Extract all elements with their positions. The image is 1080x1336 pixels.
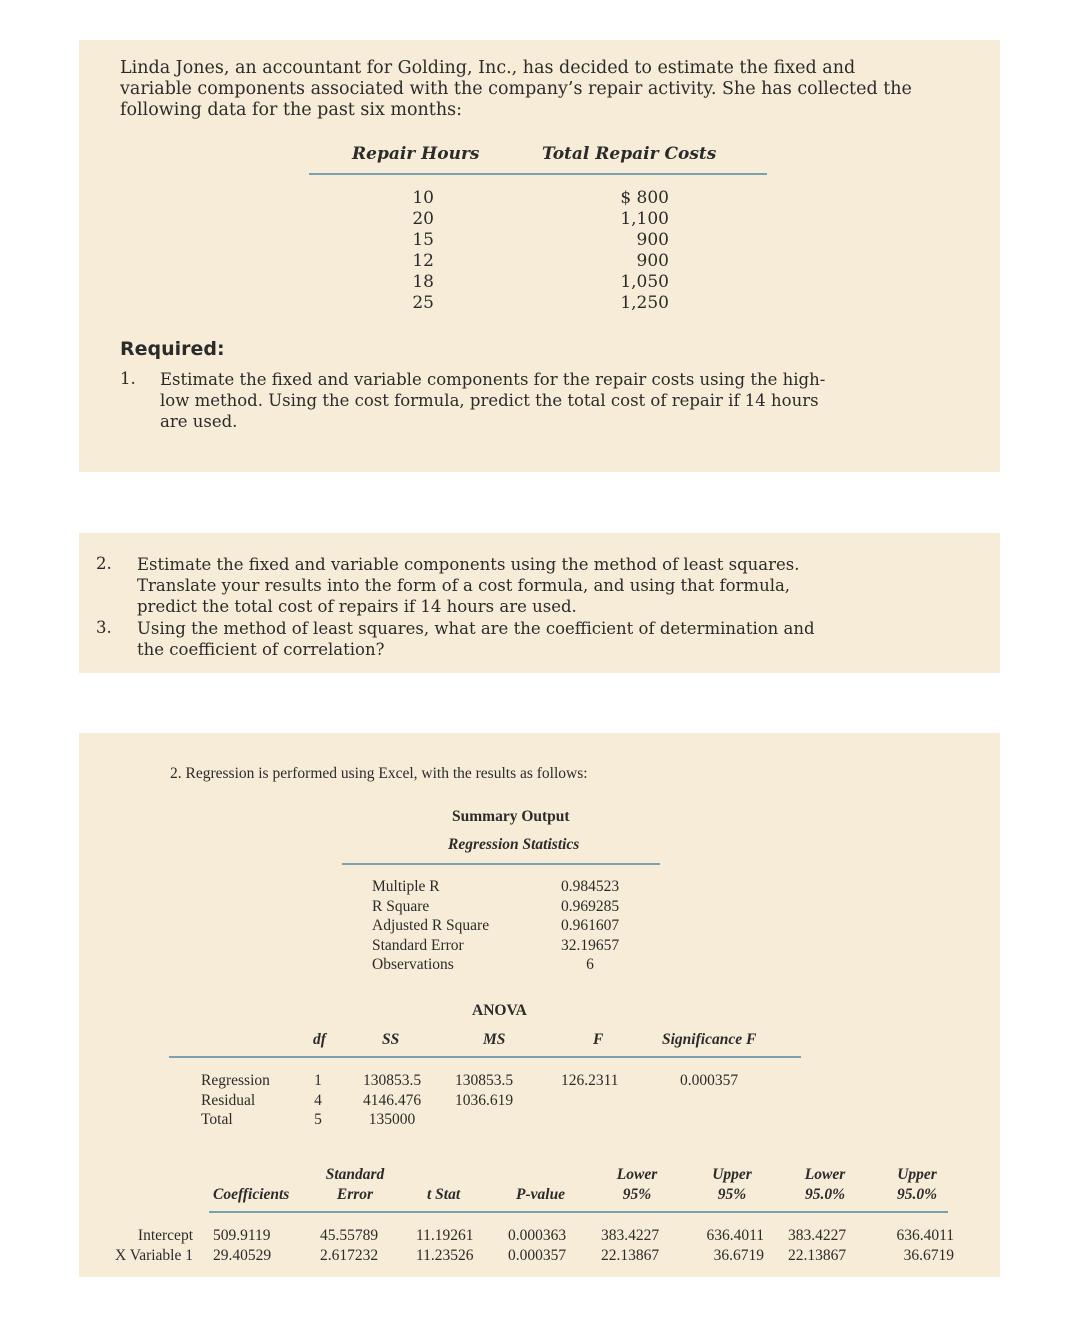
question-line: are used. (160, 412, 238, 431)
summary-output-title: Summary Output (452, 808, 570, 825)
header-line: 95% (717, 1185, 747, 1203)
regression-statistics-title: Regression Statistics (448, 836, 580, 853)
question-line: the coefficient of correlation? (137, 640, 385, 659)
regression-stats-values (549, 877, 631, 975)
header-line: Upper (712, 1166, 752, 1183)
anova-header-ss: SS (382, 1031, 400, 1048)
question-line: Using the method of least squares, what are the coefficient of determination and (137, 619, 815, 638)
repair-cost-cell: $ 800 (620, 188, 669, 208)
table-header-rule (309, 173, 767, 175)
intro-line: Linda Jones, an accountant for Golding, Inc., has decided to estimate the fixed and (120, 58, 856, 78)
anova-title: ANOVA (472, 1002, 527, 1019)
anova-cell: 5 (314, 1111, 322, 1128)
stat-label: Standard Error (372, 936, 464, 954)
header-line: Upper (897, 1166, 937, 1183)
repair-hours-cell: 18 (412, 272, 434, 292)
anova-cell: 4 (314, 1091, 322, 1109)
solution-intro: 2. Regression is performed using Excel, with the results as follows: (170, 765, 588, 782)
coef-row-labels (93, 1226, 193, 1265)
coef-cell: 636.4011 (896, 1227, 954, 1244)
question-line: Translate your results into the form of a cost formula, and using that formula, (137, 576, 791, 595)
anova-significance-cell: 0.000357 (680, 1072, 739, 1089)
question-line: Estimate the fixed and variable components using the method of least squares. (137, 555, 800, 574)
header-line: Lower (804, 1166, 846, 1183)
anova-cell: 1 (314, 1072, 322, 1089)
coef-cell: 509.9119 (213, 1227, 271, 1244)
required-heading: Required: (120, 338, 225, 360)
coef-header-coefficients: Coefficients (213, 1186, 290, 1203)
repair-hours-header: Repair Hours (352, 144, 480, 164)
intro-line: variable components associated with the company’s repair activity. She has collected the (120, 79, 912, 99)
stat-label: Multiple R (372, 878, 440, 895)
anova-ms-column (455, 1071, 513, 1110)
total-repair-costs-header: Total Repair Costs (542, 144, 717, 164)
repair-hours-cell: 15 (412, 230, 434, 250)
question-number: 3. (96, 618, 112, 637)
question-line: low method. Using the cost formula, predict the total cost of repair if 14 hours (160, 391, 819, 410)
anova-row-label: Residual (201, 1091, 256, 1109)
anova-f-cell: 126.2311 (561, 1072, 619, 1089)
anova-cell: 4146.476 (362, 1091, 422, 1109)
regression-solution-panel (79, 733, 1000, 1277)
anova-cell: 130853.5 (362, 1072, 422, 1089)
stat-value: 0.984523 (560, 878, 620, 895)
anova-df-column (310, 1071, 326, 1130)
question-2-text (137, 554, 967, 617)
anova-row-label: Regression (201, 1072, 270, 1089)
repair-hours-cell: 10 (412, 188, 434, 208)
stat-label: Observations (372, 956, 454, 973)
coef-column (213, 1226, 271, 1265)
repair-cost-cell: 1,100 (620, 209, 669, 229)
stat-value: 0.961607 (560, 917, 620, 934)
anova-cell: 130853.5 (455, 1072, 514, 1089)
repair-hours-cell: 25 (412, 293, 434, 313)
header-line: Lower (616, 1166, 658, 1183)
anova-header-df: df (313, 1031, 326, 1048)
repair-cost-cell: 900 (636, 251, 669, 271)
anova-header-rule (169, 1056, 801, 1058)
coef-cell: 383.4227 (788, 1227, 847, 1244)
coef-header-rule (209, 1211, 948, 1213)
question-number: 1. (120, 369, 136, 388)
coef-cell: 2.617232 (320, 1246, 379, 1264)
problem-intro (120, 58, 970, 121)
stat-value: 32.19657 (560, 936, 620, 954)
header-line: Standard (325, 1166, 385, 1183)
stat-value: 6 (586, 956, 594, 973)
upper-95-column (694, 1226, 764, 1265)
anova-header-ms: MS (483, 1031, 506, 1048)
question-1-text (160, 369, 960, 432)
coef-header-lower-95 (610, 1165, 664, 1204)
anova-cell: 1036.619 (455, 1091, 514, 1109)
repair-hours-cell: 12 (412, 251, 434, 271)
repair-cost-cell: 1,050 (620, 272, 669, 292)
header-line: 95% (622, 1185, 652, 1203)
anova-row-label: Total (201, 1111, 233, 1128)
coef-cell: 11.19261 (416, 1227, 474, 1244)
coef-cell: 0.000357 (508, 1246, 567, 1264)
coef-cell: 383.4227 (601, 1227, 660, 1244)
lower-95-0-column (788, 1226, 846, 1265)
header-line: 95.0% (896, 1185, 938, 1203)
p-value-column (508, 1226, 566, 1265)
coef-header-upper-95-0 (889, 1165, 945, 1204)
coef-cell: 636.4011 (706, 1227, 764, 1244)
t-stat-column (416, 1226, 474, 1265)
question-line: Estimate the fixed and variable components for the repair costs using the high- (160, 370, 826, 389)
intro-line: following data for the past six months: (120, 100, 462, 120)
regression-statistics-rule (342, 863, 660, 865)
coef-header-upper-95 (705, 1165, 759, 1204)
coef-cell: 0.000363 (508, 1227, 567, 1244)
stat-label: R Square (372, 897, 430, 915)
coef-cell: 36.6719 (713, 1246, 764, 1264)
repair-hours-column (392, 188, 434, 314)
repair-costs-column (579, 188, 669, 314)
regression-stats-labels (372, 877, 489, 975)
problem-panel (79, 40, 1000, 472)
coef-header-t-stat: t Stat (427, 1186, 461, 1203)
coef-cell: 22.13867 (788, 1246, 847, 1264)
question-line: predict the total cost of repairs if 14 hours are used. (137, 597, 577, 616)
coef-cell: 29.40529 (213, 1246, 272, 1264)
header-line: 95.0% (804, 1185, 846, 1203)
repair-cost-cell: 900 (636, 230, 669, 250)
coef-row-label: X Variable 1 (114, 1246, 193, 1264)
stat-label: Adjusted R Square (372, 917, 490, 934)
upper-95-0-column (882, 1226, 954, 1265)
coef-cell: 36.6719 (903, 1246, 954, 1264)
anova-header-significance-f: Significance F (662, 1031, 757, 1048)
se-column (320, 1226, 378, 1265)
header-line: Error (336, 1185, 374, 1203)
question-3-text (137, 618, 967, 660)
lower-95-column (601, 1226, 659, 1265)
anova-cell: 135000 (368, 1111, 416, 1128)
repair-hours-cell: 20 (412, 209, 434, 229)
coef-cell: 45.55789 (320, 1227, 379, 1244)
question-number: 2. (96, 554, 112, 573)
stat-value: 0.969285 (560, 897, 620, 915)
coef-cell: 11.23526 (416, 1246, 474, 1264)
coef-header-p-value: P-value (516, 1186, 566, 1203)
coef-cell: 22.13867 (601, 1246, 660, 1264)
anova-header-f: F (593, 1031, 604, 1048)
anova-row-labels (201, 1071, 270, 1130)
coef-header-lower-95-0 (797, 1165, 853, 1204)
repair-cost-cell: 1,250 (620, 293, 669, 313)
coef-header-standard-error (322, 1165, 388, 1204)
coef-row-label: Intercept (137, 1227, 193, 1244)
anova-ss-column (351, 1071, 433, 1130)
questions-panel (79, 533, 1000, 673)
